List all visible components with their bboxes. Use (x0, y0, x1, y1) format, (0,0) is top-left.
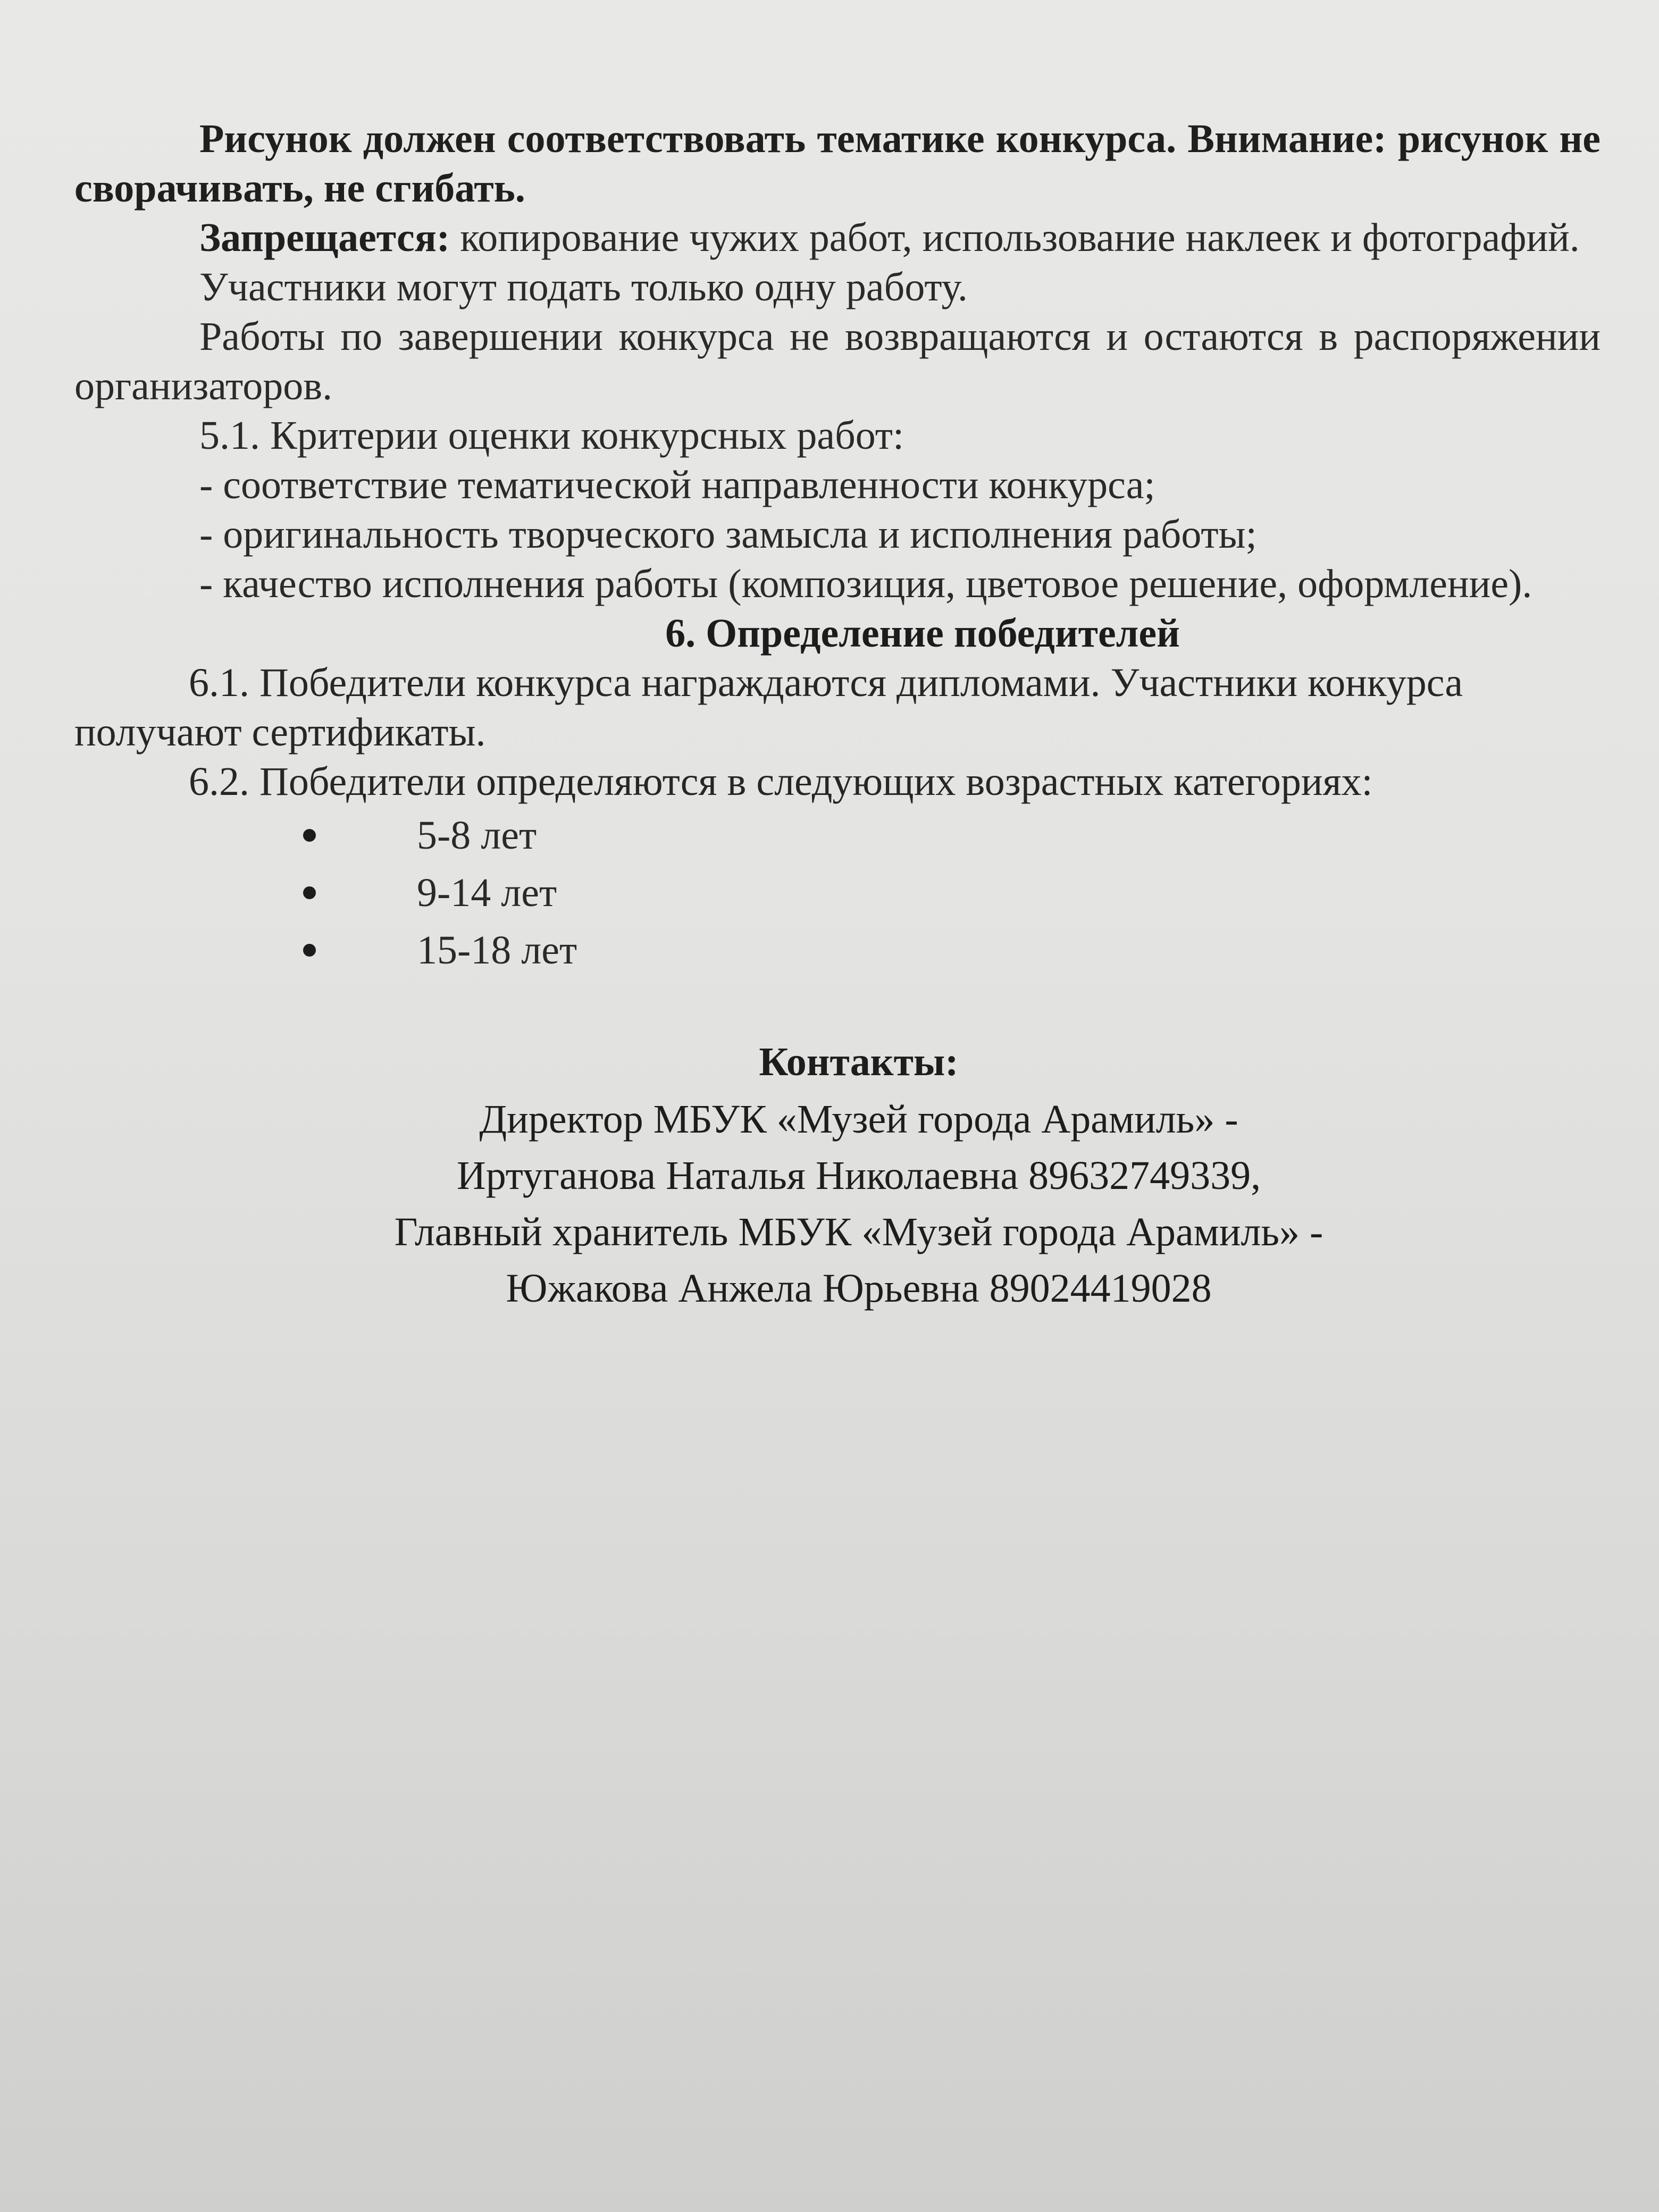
age-category-item (303, 864, 1601, 921)
bullet-icon (303, 829, 316, 842)
winners-paragraph-2: 6.2. Победители определяются в следующих возрастных категориях: (189, 759, 1373, 804)
bullet-icon (303, 944, 316, 957)
prohibited-text: копирование чужих работ, использование наклеек и фотографий. (450, 215, 1580, 260)
bullet-icon (303, 886, 316, 899)
theme-requirement (74, 114, 1601, 213)
prohibited-label: Запрещается: (199, 215, 450, 260)
contacts-title: Контакты: (759, 1040, 959, 1084)
age-category-label: 15-18 лет (417, 927, 577, 973)
contact-line: Директор МБУК «Музей города Арамиль» - (479, 1097, 1238, 1142)
winners-section-title: 6. Определение победителей (665, 611, 1180, 656)
age-categories-list (74, 807, 1601, 979)
contacts-block (74, 1037, 1601, 1317)
age-category-item (303, 921, 1601, 979)
not-returned-paragraph: Работы по завершении конкурса не возвращаются и остаются в распоряжении организаторов. (74, 314, 1601, 408)
criterion-item: - соответствие тематической направленности конкурса; (199, 463, 1155, 507)
theme-requirement-text: Рисунок должен соответствовать тематике конкурса. (199, 116, 1177, 161)
document-content (74, 114, 1601, 1317)
criterion-item: - оригинальность творческого замысла и исполнения работы; (199, 512, 1257, 557)
contact-line: Южакова Анжела Юрьевна 89024419028 (506, 1266, 1212, 1311)
criteria-title: 5.1. Критерии оценки конкурсных работ: (199, 413, 904, 458)
one-work-paragraph: Участники могут подать только одну работу. (199, 265, 968, 309)
age-category-label: 5-8 лет (417, 812, 537, 858)
no-fold-warning: Внимание: рисунок не сворачивать, не сгибать. (74, 116, 1601, 211)
contact-line: Главный хранитель МБУК «Музей города Арамиль» - (394, 1210, 1323, 1254)
age-category-item (303, 807, 1601, 864)
winners-paragraph-1: 6.1. Победители конкурса награждаются дипломами. Участники конкурса получают сертификаты. (74, 660, 1463, 755)
criterion-item: - качество исполнения работы (композиция, цветовое решение, оформление). (199, 562, 1532, 606)
prohibited-paragraph (74, 213, 1601, 263)
age-category-label: 9-14 лет (417, 870, 557, 915)
contact-line: Иртуганова Наталья Николаевна 89632749339, (456, 1153, 1261, 1198)
